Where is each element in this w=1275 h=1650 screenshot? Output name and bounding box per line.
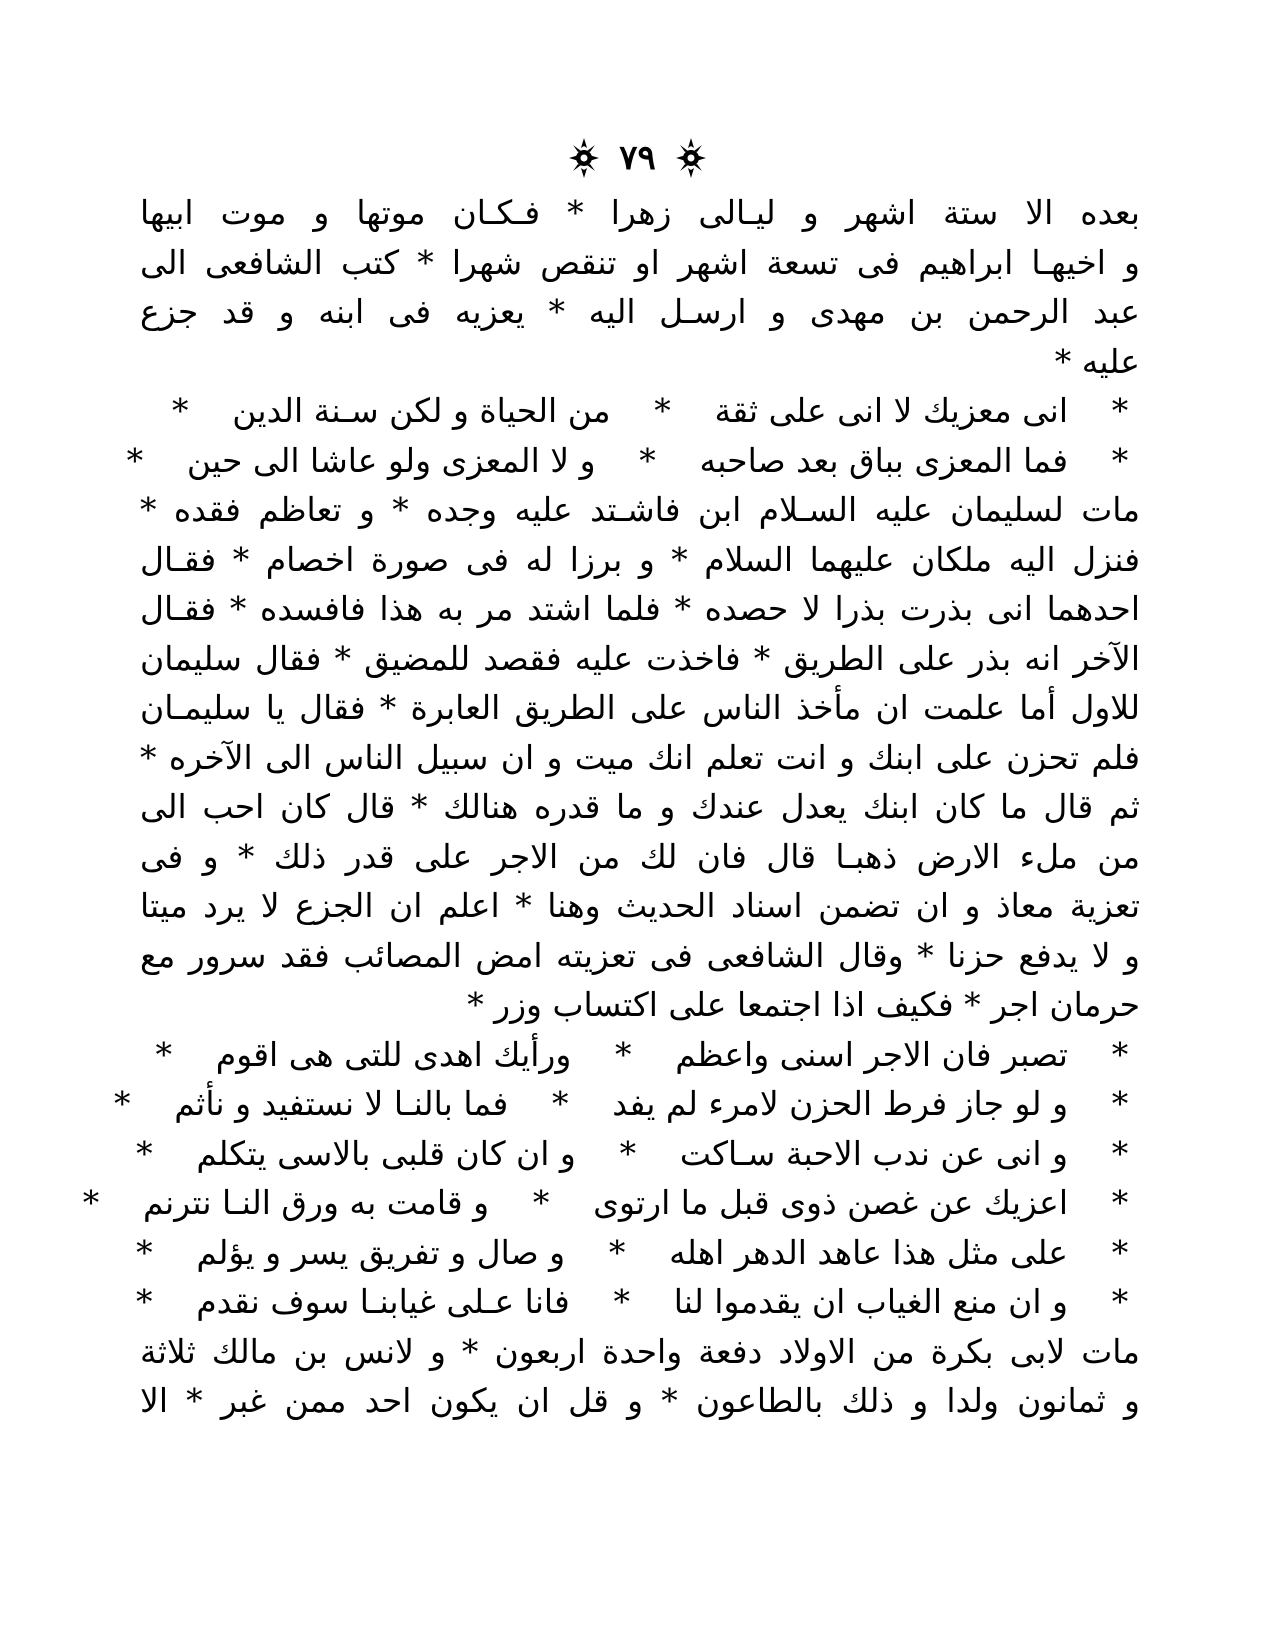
prose-line: حرمان اجر * فكيف اذا اجتمعا على اكتساب وزر *	[467, 985, 1140, 1024]
verse-first-hemistich: اعزيك عن غصن ذوى قبل ما ارتوى	[593, 1183, 1068, 1222]
prose-line: عبد الرحمن بن مهدى و ارسـل اليه * يعزيه فى ابنه و قد جزع	[140, 292, 1140, 331]
prose-line: فنزل اليه ملكان عليهما السلام * و برزا له فى صورة اخصام * فقـال	[140, 539, 1140, 579]
verse-star-marker: *	[551, 1084, 569, 1123]
page-header	[0, 130, 1275, 186]
prose-line: ثم قال ما كان ابنك يعدل عندك و ما قدره هنالك * قال كان احب الى	[140, 787, 1140, 826]
prose-line: احدهما انى بذرت بذرا لا حصده * فلما اشتد مر به هذا فافسده * فقـال	[140, 589, 1140, 628]
flower-ornament-icon	[674, 136, 708, 180]
verse-line	[136, 1129, 1140, 1179]
verse-star-marker: *	[172, 391, 189, 430]
prose-line: الآخر انه بذر على الطريق * فاخذت عليه فقصد للمضيق * فقال سليمان	[140, 638, 1140, 678]
verse-first-hemistich: انى معزيك لا انى على ثقة	[714, 391, 1068, 430]
verse-first-hemistich: و لو جاز فرط الحزن لامرء لم يفد	[612, 1084, 1068, 1123]
verse-first-hemistich: على مثل هذا عاهد الدهر اهله	[669, 1232, 1068, 1272]
verse-star-marker: *	[639, 440, 656, 480]
verse-line	[113, 1079, 1140, 1129]
verse-second-hemistich: فانا عـلى غيابنـا سوف نقدم	[196, 1282, 570, 1321]
verse-second-hemistich: و صال و تفريق يسر و يؤلم	[196, 1232, 566, 1272]
verse-star-marker: *	[613, 1282, 630, 1321]
flower-ornament-icon	[567, 136, 601, 180]
body-text	[82, 188, 1140, 1426]
verse-star-marker: *	[654, 391, 671, 430]
prose-line: مات لسليمان عليه السـلام ابن فاشـتد عليه وجده * و تعاظم فقده *	[140, 490, 1140, 529]
prose-line: بعده الا ستة اشهر و ليـالى زهرا * فـكـان موتها و موت ابيها	[140, 193, 1140, 232]
verse-star-marker: *	[135, 1282, 153, 1321]
verse-star-marker: *	[1111, 1034, 1129, 1074]
verse-first-hemistich: تصبر فان الاجر اسنى واعظم	[675, 1034, 1068, 1074]
prose-line: و ثمانون ولدا و ذلك بالطاعون * و قل ان يكون احد ممن غبر * الا	[140, 1381, 1140, 1420]
verse-line	[126, 436, 1140, 486]
verse-star-marker: *	[136, 1232, 153, 1272]
verse-star-marker: *	[1111, 440, 1129, 480]
verse-second-hemistich: و قامت به ورق النـا نترنم	[143, 1183, 490, 1222]
verse-second-hemistich: و لا المعزى ولو عاشا الى حين	[186, 440, 596, 480]
verse-second-hemistich: من الحياة و لكن سـنة الدين	[232, 391, 611, 430]
verse-second-hemistich: و ان كان قلبى بالاسى يتكلم	[196, 1133, 576, 1173]
verse-second-hemistich: فما بالنـا لا نستفيد و نأثم	[174, 1084, 509, 1123]
verse-line	[140, 386, 1140, 436]
prose-line: و اخيهـا ابراهيم فى تسعة اشهر او تنقص شهرا * كتب الشافعى الى	[140, 242, 1140, 282]
verse-first-hemistich: و انى عن ندب الاحبة سـاكت	[679, 1133, 1068, 1173]
prose-line: و لا يدفع حزنا * وقال الشافعى فى تعزيته امض المصائب فقد سرور مع	[140, 935, 1140, 975]
prose-line: من ملء الارض ذهبـا قال فان لك من الاجر على قدر ذلك * و فى	[140, 836, 1140, 876]
verse-line	[82, 1178, 1140, 1228]
prose-line: مات لابى بكرة من الاولاد دفعة واحدة اربعون * و لانس بن مالك ثلاثة	[140, 1331, 1140, 1371]
prose-line: للاول أما علمت ان مأخذ الناس على الطريق العابرة * فقال يا سليمـان	[140, 688, 1140, 727]
page-number: ٧٩	[619, 138, 656, 178]
verse-star-marker: *	[82, 1183, 100, 1222]
verse-star-marker: *	[1111, 1282, 1129, 1321]
verse-star-marker: *	[136, 1133, 153, 1173]
verse-star-marker: *	[1111, 1133, 1129, 1173]
verse-line	[135, 1277, 1140, 1327]
verse-star-marker: *	[113, 1084, 131, 1123]
verse-star-marker: *	[532, 1183, 550, 1222]
verse-first-hemistich: و ان منع الغياب ان يقدموا لنا	[673, 1282, 1068, 1321]
prose-line: فلم تحزن على ابنك و انت تعلم انك ميت و ان سبيل الناس الى الآخره *	[140, 737, 1140, 777]
verse-star-marker: *	[1111, 391, 1129, 430]
verse-star-marker: *	[615, 1034, 632, 1074]
verse-star-marker: *	[619, 1133, 637, 1173]
verse-star-marker: *	[608, 1232, 626, 1272]
verse-star-marker: *	[1111, 1232, 1129, 1272]
prose-line: تعزية معاذ و ان تضمن اسناد الحديث وهنا * اعلم ان الجزع لا يرد ميتا	[140, 886, 1140, 925]
verse-star-marker: *	[126, 440, 144, 480]
verse-star-marker: *	[1111, 1084, 1129, 1123]
verse-line	[140, 1030, 1140, 1080]
verse-second-hemistich: ورأيك اهدى للتى هى اقوم	[215, 1034, 572, 1074]
verse-star-marker: *	[1111, 1183, 1129, 1222]
prose-line: عليه *	[1054, 341, 1140, 381]
verse-first-hemistich: فما المعزى بباق بعد صاحبه	[699, 440, 1068, 480]
verse-line	[136, 1228, 1140, 1278]
verse-star-marker: *	[155, 1034, 173, 1074]
